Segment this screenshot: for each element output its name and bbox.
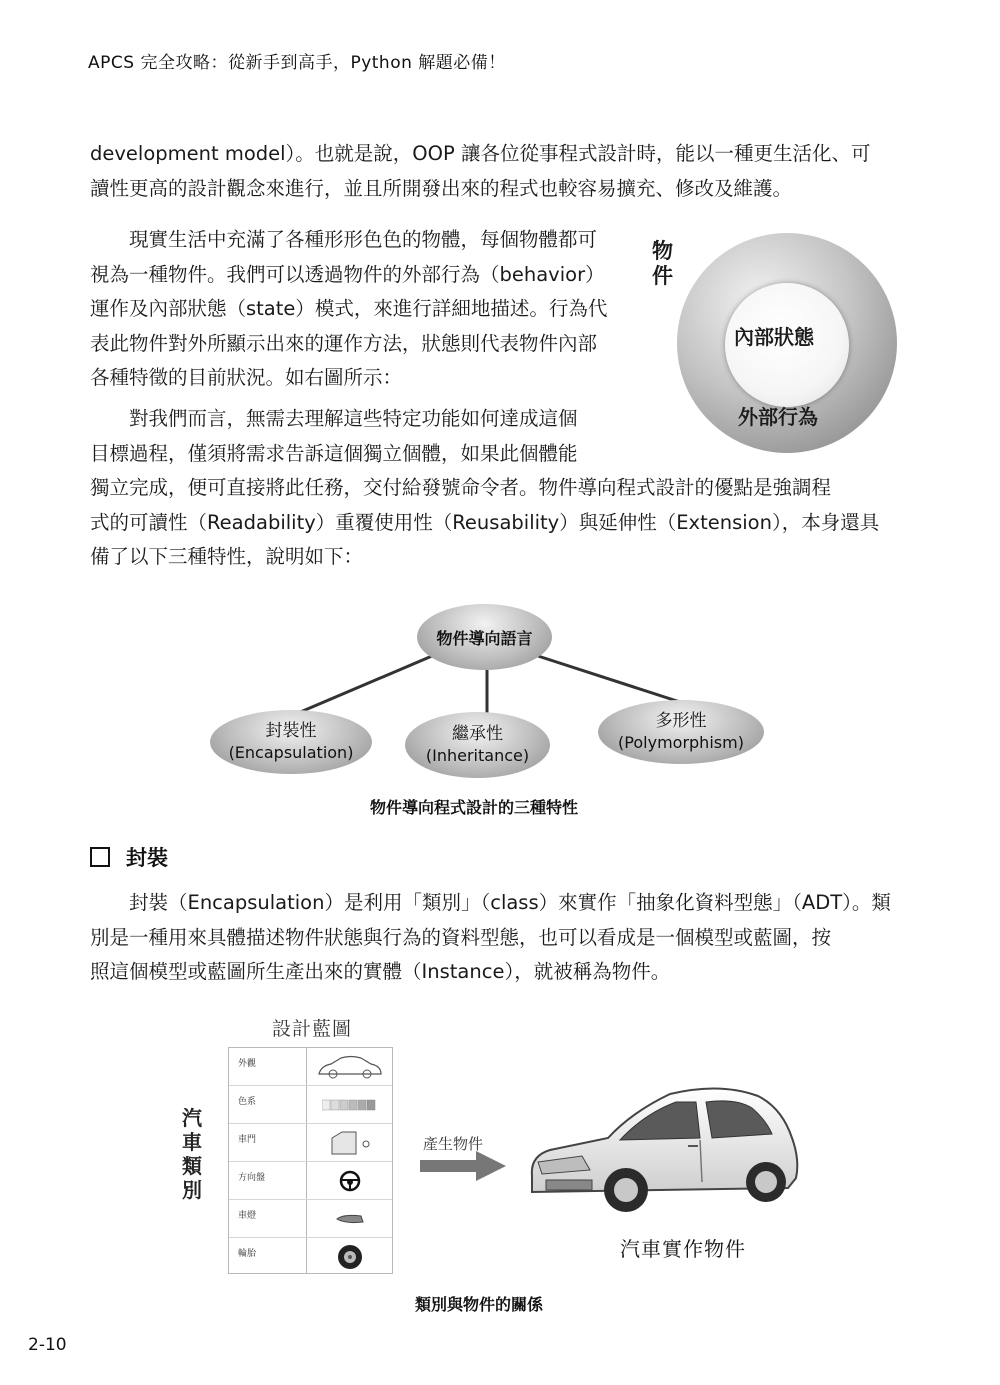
oop-root-label: 物件導向語言 <box>436 628 533 648</box>
steering-wheel-icon <box>307 1162 392 1199</box>
outer-behavior-label: 外部行為 <box>738 405 818 429</box>
text-line: 讀性更高的設計觀念來進行，並且所開發出來的程式也較容易擴充、修改及維護。 <box>90 176 793 200</box>
car-class-label: 汽車類別 <box>182 1106 202 1202</box>
row-label: 輪胎 <box>238 1249 257 1259</box>
section-title: 封裝 <box>126 846 168 870</box>
blueprint-row <box>229 1124 392 1162</box>
oop-root-node <box>417 604 552 670</box>
feature-name: 繼承性 <box>452 724 503 744</box>
text-line: 視為一種物件。我們可以透過物件的外部行為（behavior） <box>90 262 605 286</box>
text-line: 各種特徵的目前狀況。如右圖所示： <box>90 366 403 389</box>
feature-node-polymorphism <box>598 700 764 764</box>
text-line: 表此物件對外所顯示出來的運作方法，狀態則代表物件內部 <box>90 331 598 355</box>
row-label: 外觀 <box>238 1059 257 1069</box>
running-header: APCS 完全攻略：從新手到高手，Python 解題必備！ <box>88 53 506 73</box>
object-label: 物件 <box>652 239 673 288</box>
tire-icon <box>307 1238 392 1275</box>
text-line: development model）。也就是說，OOP 讓各位從事程式設計時，能以一種更生活化、可 <box>90 142 871 165</box>
car-door-icon <box>307 1124 392 1161</box>
text-line: 照這個模型或藍圖所生產出來的實體（Instance），就被稱為物件。 <box>90 960 671 983</box>
text-line: 別是一種用來具體描述物件狀態與行為的資料型態，也可以看成是一個模型或藍圖，按 <box>90 925 832 949</box>
car-object-label: 汽車實作物件 <box>620 1237 746 1261</box>
row-label: 車燈 <box>238 1211 257 1221</box>
headlight-icon <box>307 1200 392 1237</box>
feature-node-inheritance <box>405 712 550 778</box>
oop-features-diagram <box>200 600 780 780</box>
class-diagram-caption: 類別與物件的關係 <box>415 1295 544 1314</box>
blueprint-row <box>229 1048 392 1086</box>
blueprint-title: 設計藍圖 <box>272 1018 353 1040</box>
row-label: 色系 <box>238 1097 257 1107</box>
produce-object-label: 產生物件 <box>423 1135 484 1153</box>
text-line: 備了以下三種特性，說明如下： <box>90 545 364 568</box>
row-label: 方向盤 <box>238 1173 266 1183</box>
section-heading <box>90 842 168 872</box>
text-line: 獨立完成，便可直接將此任務，交付給發號命令者。物件導向程式設計的優點是強調程 <box>90 476 832 499</box>
object-state-diagram <box>630 225 900 450</box>
feature-english: (Inheritance) <box>425 746 530 765</box>
paragraph-intro <box>90 137 898 206</box>
oop-diagram-caption: 物件導向程式設計的三種特性 <box>370 798 579 817</box>
car-illustration <box>520 1078 810 1228</box>
row-label: 車門 <box>238 1135 257 1145</box>
checkbox-icon <box>90 847 110 867</box>
feature-name: 封裝性 <box>265 721 317 741</box>
text-line: 運作及內部狀態（state）模式，來進行詳細地描述。行為代 <box>90 297 608 320</box>
text-line: 現實生活中充滿了各種形形色色的物體，每個物體都可 <box>90 228 598 251</box>
blueprint-row <box>229 1162 392 1200</box>
page-number: 2-10 <box>28 1335 67 1355</box>
text-line: 目標過程，僅須將需求告訴這個獨立個體，如果此個體能 <box>90 441 578 465</box>
blueprint-table <box>228 1047 393 1274</box>
car-outline-icon <box>307 1048 392 1085</box>
paragraph-encapsulation <box>90 886 898 990</box>
text-line: 對我們而言，無需去理解這些特定功能如何達成這個 <box>90 407 578 430</box>
blueprint-row <box>229 1238 392 1275</box>
feature-node-encapsulation <box>210 710 372 774</box>
feature-english: (Encapsulation) <box>228 743 354 762</box>
feature-english: (Polymorphism) <box>618 733 744 752</box>
text-line: 封裝（Encapsulation）是利用「類別」（class）來實作「抽象化資料型態」（ADT）。類 <box>90 891 891 914</box>
right-arrow-icon <box>418 1150 508 1182</box>
text-line: 式的可讀性（Readability）重覆使用性（Reusability）與延伸性（Extension），本身還具 <box>90 510 880 534</box>
feature-name: 多形性 <box>655 711 707 731</box>
inner-state-label: 內部狀態 <box>734 325 814 349</box>
blueprint-row <box>229 1200 392 1238</box>
paragraph-objects <box>90 223 630 396</box>
color-swatch-icon <box>307 1086 392 1123</box>
blueprint-row <box>229 1086 392 1124</box>
